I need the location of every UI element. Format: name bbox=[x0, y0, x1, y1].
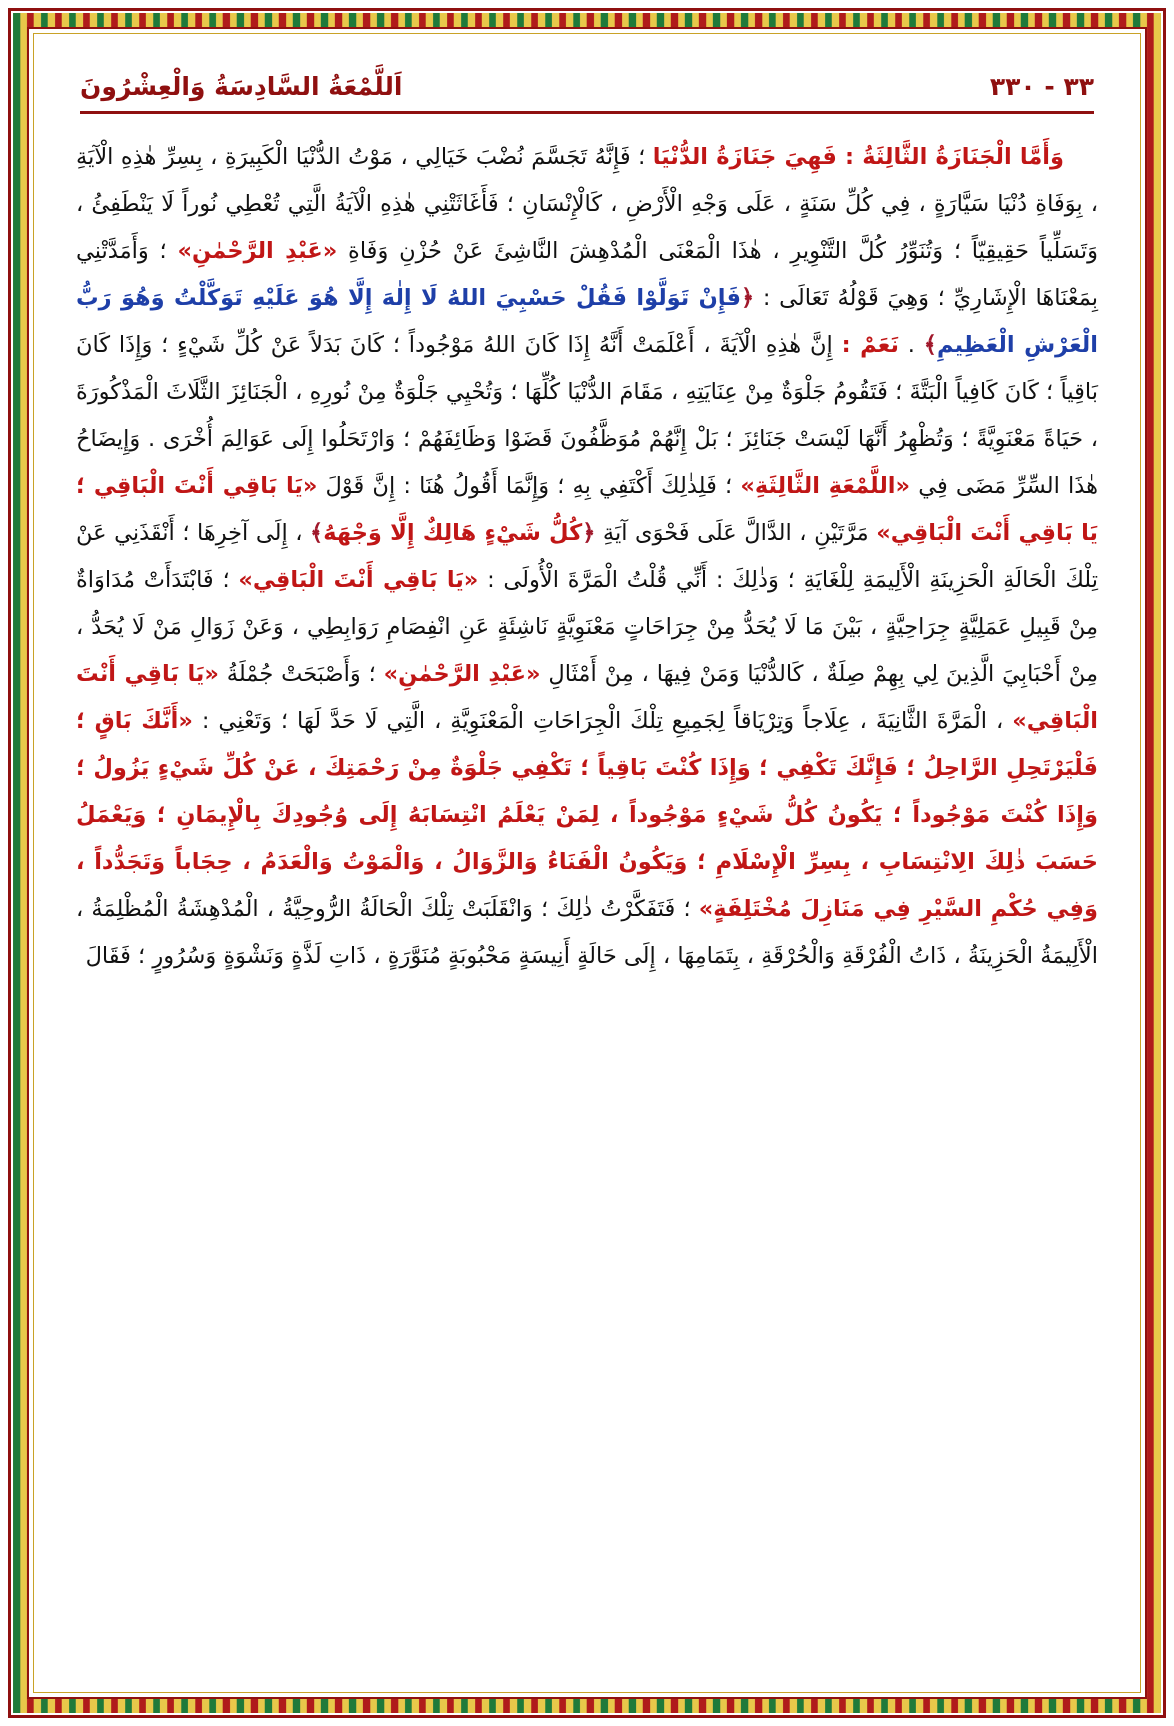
body-segment: «أَنَّكَ بَاقٍ ؛ فَلْيَرْتَحِلِ الرَّاحِلُ ؛ فَإِنَّكَ تَكْفِي ؛ وَإِذَا كُنْتَ بَاقِياً ؛ تَكْفِي جَلْوَةٌ مِنْ رَحْمَتِكَ ، عَنْ كُلِّ شَيْءٍ يَزُولُ ؛ وَإِذَا كُنْتَ مَوْجُوداً ؛ يَكُونُ كُلُّ شَيْءٍ مَوْجُوداً ، لِمَنْ يَعْلَمُ انْتِسَابَهُ إِلَى وُجُودِكَ بِالْإِيمَانِ ؛ وَيَعْمَلُ حَسَبَ ذٰلِكَ الِانْتِسَابِ ، بِسِرِّ الْإِسْلَامِ ؛ وَيَكُونُ الْفَنَاءُ وَالزَّوَالُ ، وَالْمَوْتُ وَالْعَدَمُ ، حِجَاباً وَتَجَدُّداً ، وَفِي حُكْمِ السَّيْرِ فِي مَنَازِلَ مُخْتَلِفَةٍ» bbox=[76, 708, 1098, 922]
body-segment: كُلُّ شَيْءٍ هَالِكٌ إِلَّا وَجْهَهُ bbox=[323, 520, 583, 546]
body-segment: «يَا بَاقِي أَنْتَ الْبَاقِي ؛ يَا بَاقِي أَنْتَ الْبَاقِي» bbox=[76, 473, 1098, 546]
body-segment: ، الْمَرَّةَ الثَّانِيَةَ ، عِلَاجاً وَتِرْيَاقاً لِجَمِيعِ تِلْكَ الْجِرَاحَاتِ الْمَعْنَوِيَّةِ ، الَّتِي لَا حَدَّ لَهَا ؛ وَتَعْنِي : bbox=[192, 708, 1013, 734]
page-title: اَللَّمْعَةُ السَّادِسَةُ وَالْعِشْرُونَ bbox=[80, 72, 403, 101]
body-segment: «اللَّمْعَةِ الثَّالِثَةِ» bbox=[740, 473, 911, 499]
body-segment: ؛ وَأَمَدَّتْنِي بِمَعْنَاهَا الْإِشَارِيِّ ؛ وَهِيَ قَوْلُهُ تَعَالَى : bbox=[76, 238, 1098, 311]
header-divider bbox=[80, 111, 1094, 114]
body-segment: «يَا بَاقِي أَنْتَ الْبَاقِي» bbox=[238, 567, 479, 593]
body-segment: . bbox=[898, 332, 924, 358]
body-segment: «عَبْدِ الرَّحْمٰنِ» bbox=[383, 661, 541, 687]
body-segment: ؛ فَابْتَدَأَتْ مُدَاوَاةٌ مِنْ قَبِيلِ عَمَلِيَّةٍ جِرَاحِيَّةٍ ، بَيْنَ مَا لَا يُحَدُّ مِنْ جِرَاحَاتٍ مَعْنَوِيَّةٍ نَاشِئَةٍ عَنِ انْفِصَامِ رَوَابِطِي ، وَعَنْ زَوَالِ مَنْ لَا يُحَدُّ ، مِنْ أَحْبَابِيَ الَّذِينَ لِي بِهِمْ صِلَةٌ ، كَالدُّنْيَا وَمَنْ فِيهَا ، مِنْ أَمْثَالِ bbox=[76, 567, 1098, 687]
body-segment: إِنَّ هٰذِهِ الْآيَةَ ، أَعْلَمَتْ أَنَّهُ إِذَا كَانَ اللهُ مَوْجُوداً ؛ كَانَ بَدَلاً عَنْ كُلِّ شَيْءٍ ؛ وَإِذَا كَانَ بَاقِياً ؛ كَانَ كَافِياً الْبَتَّةَ ؛ فَتَقُومُ جَلْوَةٌ مِنْ عِنَايَتِهِ ، مَقَامَ الدُّنْيَا كُلِّهَا ؛ وَتُحْيِي جَلْوَةٌ مِنْ نُورِهِ ، الْجَنَائِزَ الثَّلَاثَ الْمَذْكُورَةَ ، حَيَاةً مَعْنَوِيَّةً ؛ وَتُظْهِرُ أَنَّهَا لَيْسَتْ جَنَائِزَ ؛ بَلْ إِنَّهُمْ مُوَظَّفُونَ قَضَوْا وَظَائِفَهُمْ ؛ وَارْتَحَلُوا إِلَى عَوَالِمَ أُخْرَى . وَإِيضَاحُ هٰذَا السِّرِّ مَضَى فِي bbox=[76, 332, 1098, 499]
body-segment: ؛ وَأَصْبَحَتْ جُمْلَةُ bbox=[218, 661, 384, 687]
body-segment: «يَا بَاقِي أَنْتَ الْبَاقِي» bbox=[76, 661, 1099, 734]
page-header bbox=[66, 66, 1108, 101]
body-segment: فَإِنْ تَوَلَّوْا فَقُلْ حَسْبِيَ اللهُ لَا إِلٰهَ إِلَّا هُوَ عَلَيْهِ تَوَكَّلْتُ وَهُوَ رَبُّ الْعَرْشِ الْعَظِيمِ bbox=[76, 285, 1098, 358]
body-segment: «عَبْدِ الرَّحْمٰنِ» bbox=[177, 238, 338, 264]
body-segment: ﴿ bbox=[740, 285, 755, 311]
page-content bbox=[44, 44, 1130, 1682]
body-segment: ﴾ bbox=[923, 332, 937, 358]
body-segment: ، إِلَى آخِرِهَا ؛ أَنْقَذَنِي عَنْ تِلْكَ الْحَالَةِ الْحَزِينَةِ الْأَلِيمَةِ لِلْغَايَةِ ؛ وَذٰلِكَ : أَنِّي قُلْتُ الْمَرَّةَ الْأُولَى : bbox=[76, 520, 1098, 593]
body-segment: ؛ فَتَفَكَّرْتُ ذٰلِكَ ؛ وَانْقَلَبَتْ تِلْكَ الْحَالَةُ الرُّوحِيَّةُ ، الْمُدْهِشَةُ الْمُظْلِمَةُ ، الْأَلِيمَةُ الْحَزِينَةُ ، ذَاتُ الْفُرْقَةِ وَالْحُرْقَةِ ، بِتَمَامِهَا ، إِلَى حَالَةٍ أَنِيسَةٍ مَحْبُوبَةٍ مُنَوَّرَةٍ ، ذَاتِ لَذَّةٍ وَنَشْوَةٍ وَسُرُورٍ ؛ فَقَالَ bbox=[76, 896, 1098, 969]
body-text bbox=[66, 134, 1108, 980]
body-segment: ﴾ bbox=[310, 520, 324, 546]
page-number: ٣٣ - ٣٣٠ bbox=[989, 72, 1094, 101]
body-segment: ﴿ bbox=[582, 520, 596, 546]
body-segment: ؛ فَإِنَّهُ تَجَسَّمَ نُضْبَ خَيَالِي ، مَوْتُ الدُّنْيَا الْكَبِيرَةِ ، بِسِرِّ هٰذِهِ الْآيَةِ ، بِوَفَاةِ دُنْيَا سَيَّارَةٍ ، فِي كُلِّ سَنَةٍ ، عَلَى وَجْهِ الْأَرْضِ ، كَالْإِنْسَانِ ؛ فَأَغَاثَتْنِي هٰذِهِ الْآيَةُ الَّتِي تُعْطِي نُوراً لَا يَنْطَفِئُ ، وَتَسَلِّياً حَقِيقِيّاً ؛ وَتُنَوِّرُ كُلَّ التَّنْوِيرِ ، هٰذَا الْمَعْنَى الْمُدْهِشَ النَّاشِئَ عَنْ حُزْنِ وَفَاةِ bbox=[76, 144, 1098, 264]
body-segment: ؛ فَلِذٰلِكَ أَكْتَفِي بِهِ ؛ وَإِنَّمَا أَقُولُ هُنَا : إِنَّ قَوْلَ bbox=[317, 473, 741, 499]
body-segment: مَرَّتَيْنِ ، الدَّالَّ عَلَى فَحْوَى آيَةِ bbox=[595, 520, 877, 546]
body-segment: وَأَمَّا الْجَنَازَةُ الثَّالِثَةُ : فَهِيَ جَنَازَةُ الدُّنْيَا bbox=[652, 144, 1064, 170]
body-paragraph bbox=[76, 134, 1098, 980]
body-segment: نَعَمْ : bbox=[841, 332, 899, 358]
